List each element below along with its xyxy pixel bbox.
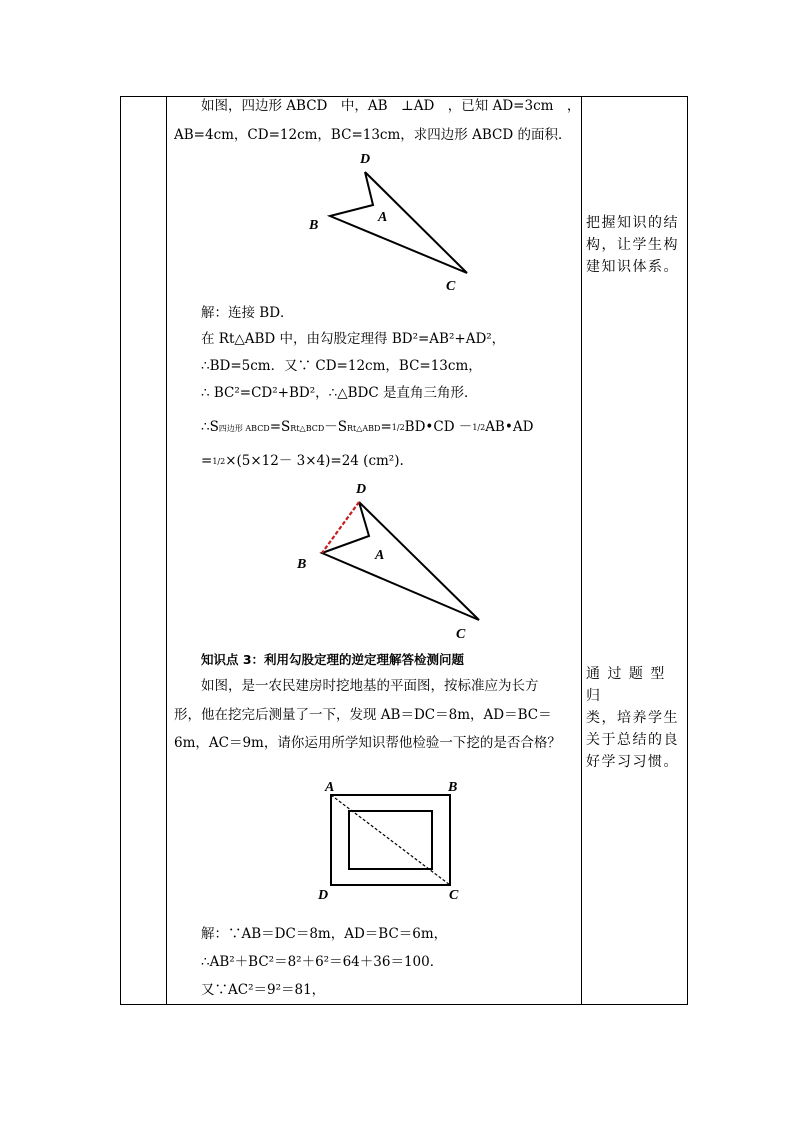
problem1-line1: 如图，四边形 ABCD 中，AB ⊥AD ，已知 AD=3cm ， xyxy=(201,98,581,114)
problem1-line2: AB=4cm，CD=12cm，BC=13cm，求四边形 ABCD 的面积． xyxy=(174,127,572,143)
sub-abd: Rt△ABD xyxy=(347,424,381,433)
minus-s: －S xyxy=(324,419,347,435)
label-c-3: C xyxy=(449,888,459,903)
knowledge3-title: 知识点 3：利用勾股定理的逆定理解答检测问题 xyxy=(201,652,465,667)
quadrilateral-figure-2 xyxy=(290,472,490,647)
side-note-1-line1: 把握知识的结 xyxy=(586,215,679,231)
area-result: ×(5×12－ 3×4)=24 (cm²). xyxy=(225,453,404,469)
side-note-2-line4: 好学习习惯。 xyxy=(586,754,679,770)
solution1-line2: 在 Rt△ABD 中，由勾股定理得 BD²=AB²+AD²， xyxy=(201,331,506,347)
foundation-plan-figure xyxy=(310,775,470,905)
column-divider-2 xyxy=(581,97,582,1004)
label-d: D xyxy=(360,152,371,167)
inner-rectangle xyxy=(349,811,432,869)
solution1-line1: 解：连接 BD． xyxy=(201,305,294,321)
label-b-3: B xyxy=(448,780,458,795)
equals2: = xyxy=(201,453,213,469)
sub-bcd: Rt△BCD xyxy=(290,424,325,433)
quad-abcd-outline-2 xyxy=(322,502,479,620)
sub-quad: 四边形 ABCD xyxy=(218,424,270,433)
term-bd-cd: BD•CD － xyxy=(404,419,473,435)
label-d-3: D xyxy=(318,888,329,903)
fraction-half-1: 1/2 xyxy=(391,422,405,432)
quadrilateral-figure-1 xyxy=(300,145,480,295)
side-note-1-line2: 构，让学生构 xyxy=(586,237,679,253)
solution1-line3: ∴BD=5cm．又∵ CD=12cm，BC=13cm， xyxy=(201,358,482,374)
side-note-2-line2: 类，培养学生 xyxy=(586,710,679,726)
label-d-2: D xyxy=(356,482,367,497)
side-note-1-line3: 建知识体系。 xyxy=(586,259,679,275)
side-note-2 xyxy=(586,663,684,773)
label-a-2: A xyxy=(375,548,385,563)
knowledge3-line1: 如图，是一农民建房时挖地基的平面图，按标准应为长方 xyxy=(201,678,539,694)
fraction-half-3: 1/2 xyxy=(212,456,226,466)
solution2-line1: 解：∵AB＝DC＝8m，AD＝BC＝6m， xyxy=(201,926,448,942)
side-note-1 xyxy=(586,212,684,278)
quad-abcd-outline xyxy=(330,172,467,273)
label-b: B xyxy=(309,218,319,233)
eq-s: =S xyxy=(269,419,291,435)
solution1-line6 xyxy=(201,452,404,470)
solution2-line2: ∴AB²＋BC²＝8²＋6²＝64＋36＝100． xyxy=(201,954,444,970)
term-ab-ad: AB•AD xyxy=(485,419,534,435)
column-divider-1 xyxy=(166,97,167,1004)
knowledge3-line3: 6m，AC＝9m，请你运用所学知识帮他检验一下挖的是否合格？ xyxy=(174,735,561,751)
label-c-2: C xyxy=(456,627,466,642)
solution1-line4: ∴ BC²=CD²+BD²，∴△BDC 是直角三角形． xyxy=(201,385,478,401)
area-s: ∴S xyxy=(201,419,219,435)
label-a-3: A xyxy=(325,780,335,795)
label-b-2: B xyxy=(297,557,307,572)
side-note-2-line1: 通 过 题 型 归 xyxy=(586,666,666,704)
fraction-half-2: 1/2 xyxy=(472,422,486,432)
label-c: C xyxy=(446,279,456,294)
label-a: A xyxy=(378,210,388,225)
solution1-line5 xyxy=(201,418,533,438)
knowledge3-line2: 形，他在挖完后测量了一下，发现 AB＝DC＝8m，AD＝BC＝ xyxy=(174,707,552,723)
solution2-line3: 又∵AC²＝9²＝81， xyxy=(201,982,326,998)
side-note-2-line3: 关于总结的良 xyxy=(586,732,679,748)
equals: = xyxy=(380,419,392,435)
